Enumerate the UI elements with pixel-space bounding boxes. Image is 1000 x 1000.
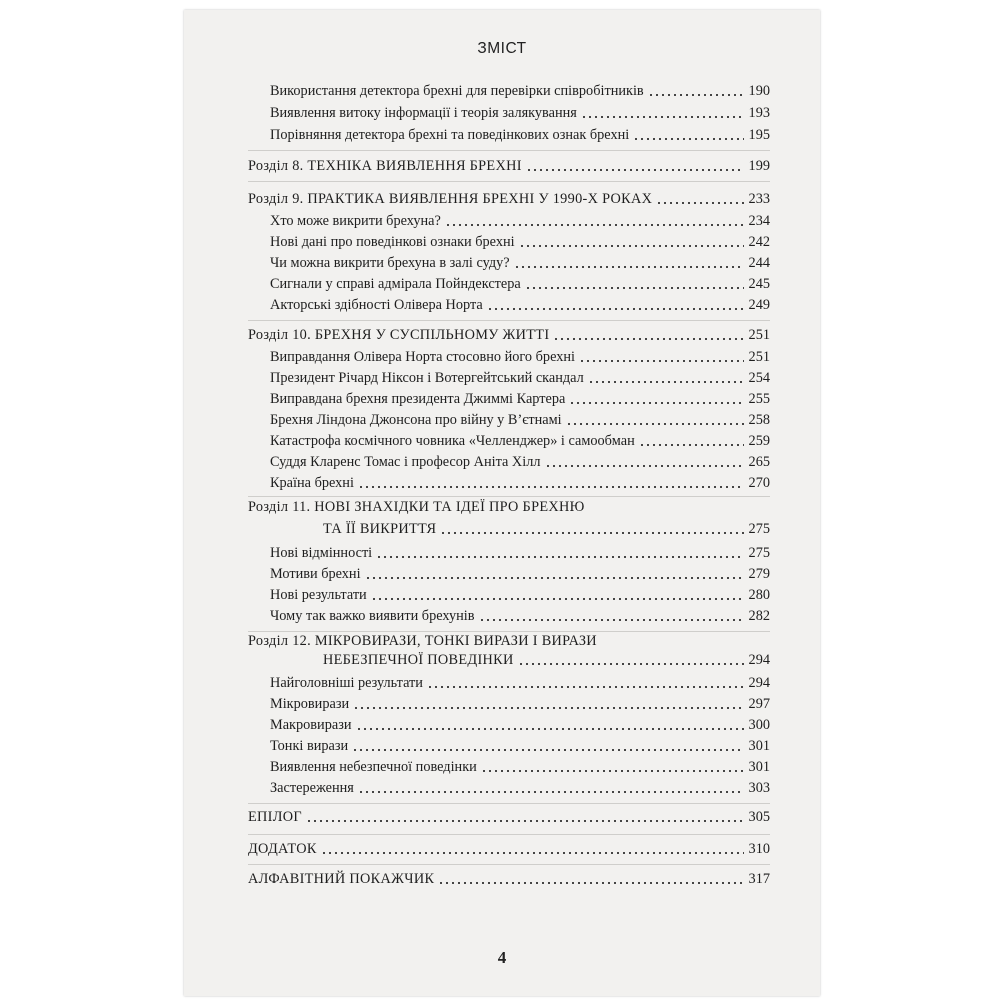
section-divider bbox=[248, 864, 770, 865]
toc-entry-page: 310 bbox=[748, 841, 770, 857]
dot-leader bbox=[545, 465, 745, 467]
dot-leader bbox=[438, 882, 744, 884]
toc-entry-title: АЛФАВІТНИЙ ПОКАЖЧИК bbox=[248, 871, 435, 887]
toc-chapter-entry bbox=[323, 518, 770, 538]
toc-entry bbox=[270, 693, 770, 713]
toc-entry bbox=[270, 124, 770, 144]
toc-entry-page: 244 bbox=[748, 255, 770, 271]
toc-entry-page: 297 bbox=[748, 696, 770, 712]
toc-entry-title: Тонкі вирази bbox=[270, 738, 349, 754]
toc-entry-title: Нові відмінності bbox=[270, 545, 373, 561]
toc-entry-page: 275 bbox=[748, 545, 770, 561]
toc-chapter-entry bbox=[248, 155, 770, 175]
toc-entry bbox=[270, 472, 770, 492]
dot-leader bbox=[353, 707, 744, 709]
toc-chapter-title-line: Розділ 11. НОВІ ЗНАХІДКИ ТА ІДЕЇ ПРО БРЕХНЮ bbox=[248, 499, 585, 515]
toc-entry-page: 294 bbox=[748, 675, 770, 691]
toc-entry-title: Найголовніші результати bbox=[270, 675, 423, 691]
toc-entry-title: Макровирази bbox=[270, 717, 352, 733]
toc-entry bbox=[270, 409, 770, 429]
section-divider bbox=[248, 834, 770, 835]
toc-entry-page: 254 bbox=[748, 370, 770, 386]
toc-entry bbox=[270, 430, 770, 450]
toc-entry bbox=[270, 605, 770, 625]
toc-entry-page: 193 bbox=[748, 105, 770, 121]
toc-chapter-entry bbox=[323, 649, 770, 669]
toc-entry-page: 190 bbox=[748, 83, 770, 99]
dot-leader bbox=[440, 532, 744, 534]
toc-entry-title: Порівняння детектора брехні та поведінкових ознак брехні bbox=[270, 127, 630, 143]
toc-entry-page: 270 bbox=[748, 475, 770, 491]
toc-chapter-entry bbox=[248, 838, 770, 858]
toc-entry-title: Суддя Кларенс Томас і професор Аніта Хілл bbox=[270, 454, 541, 470]
toc-entry-title: Виявлення витоку інформації і теорія залякування bbox=[270, 105, 577, 121]
dot-leader bbox=[553, 338, 744, 340]
dot-leader bbox=[481, 770, 744, 772]
toc-entry bbox=[270, 714, 770, 734]
toc-entry bbox=[270, 346, 770, 366]
toc-entry-title: Виправдана брехня президента Джиммі Картера bbox=[270, 391, 566, 407]
toc-entry-page: 195 bbox=[748, 127, 770, 143]
dot-leader bbox=[427, 686, 744, 688]
section-divider bbox=[248, 181, 770, 182]
dot-leader bbox=[526, 169, 744, 171]
toc-entry bbox=[270, 294, 770, 314]
toc-chapter-entry bbox=[248, 868, 770, 888]
toc-entry-title: НЕБЕЗПЕЧНОЇ ПОВЕДІНКИ bbox=[323, 652, 514, 668]
section-divider bbox=[248, 320, 770, 321]
toc-entry-title: Нові дані про поведінкові ознаки брехні bbox=[270, 234, 515, 250]
toc-entry bbox=[270, 210, 770, 230]
toc-entry-title: Брехня Ліндона Джонсона про війну у В’єтнамі bbox=[270, 412, 562, 428]
toc-entry bbox=[270, 367, 770, 387]
toc-entry-title: Застереження bbox=[270, 780, 354, 796]
toc-entry bbox=[270, 542, 770, 562]
dot-leader bbox=[376, 556, 744, 558]
toc-entry-page: 251 bbox=[748, 349, 770, 365]
dot-leader bbox=[633, 138, 744, 140]
toc-chapter-entry bbox=[248, 188, 770, 208]
toc-entry-title: ДОДАТОК bbox=[248, 841, 317, 857]
section-divider bbox=[248, 496, 770, 497]
toc-entry-title: Країна брехні bbox=[270, 475, 354, 491]
dot-leader bbox=[445, 224, 744, 226]
toc-entry-page: 305 bbox=[748, 809, 770, 825]
toc-entry bbox=[270, 252, 770, 272]
toc-entry-title: ТА ЇЇ ВИКРИТТЯ bbox=[323, 521, 437, 537]
toc-entry-page: 245 bbox=[748, 276, 770, 292]
toc-entry-page: 279 bbox=[748, 566, 770, 582]
toc-entry-title: Сигнали у справі адмірала Пойндекстера bbox=[270, 276, 521, 292]
toc-entry-title: Використання детектора брехні для перевірки співробітників bbox=[270, 83, 644, 99]
toc-chapter-title-line: Розділ 12. МІКРОВИРАЗИ, ТОНКІ ВИРАЗИ І ВИРАЗИ bbox=[248, 633, 597, 649]
toc-entry-page: 249 bbox=[748, 297, 770, 313]
toc-entry-title: Виправдання Олівера Норта стосовно його брехні bbox=[270, 349, 575, 365]
dot-leader bbox=[358, 791, 744, 793]
dot-leader bbox=[639, 444, 744, 446]
toc-entry-page: 259 bbox=[748, 433, 770, 449]
dot-leader bbox=[352, 749, 744, 751]
toc-entry-title: ЕПІЛОГ bbox=[248, 809, 302, 825]
dot-leader bbox=[579, 360, 744, 362]
toc-entry-page: 294 bbox=[748, 652, 770, 668]
toc-entry-title: Президент Річард Ніксон і Вотергейтський скандал bbox=[270, 370, 584, 386]
toc-entry-title: Катастрофа космічного човника «Челленджер» і самообман bbox=[270, 433, 635, 449]
dot-leader bbox=[656, 202, 744, 204]
toc-entry bbox=[270, 388, 770, 408]
toc-entry-page: 301 bbox=[748, 759, 770, 775]
toc-entry-title: Розділ 10. БРЕХНЯ У СУСПІЛЬНОМУ ЖИТТІ bbox=[248, 327, 550, 343]
toc-entry bbox=[270, 451, 770, 471]
dot-leader bbox=[365, 577, 744, 579]
toc-chapter-entry bbox=[248, 324, 770, 344]
dot-leader bbox=[569, 402, 744, 404]
dot-leader bbox=[514, 266, 744, 268]
page-number: 4 bbox=[497, 948, 507, 967]
toc-entry-page: 234 bbox=[748, 213, 770, 229]
section-divider bbox=[248, 150, 770, 151]
dot-leader bbox=[648, 94, 744, 96]
toc-entry-page: 258 bbox=[748, 412, 770, 428]
toc-entry bbox=[270, 563, 770, 583]
dot-leader bbox=[487, 308, 744, 310]
toc-entry-title: Чи можна викрити брехуна в залі суду? bbox=[270, 255, 510, 271]
toc-entry bbox=[270, 735, 770, 755]
dot-leader bbox=[581, 116, 744, 118]
toc-entry-title: Розділ 9. ПРАКТИКА ВИЯВЛЕННЯ БРЕХНІ У 1990-Х РОКАХ bbox=[248, 191, 653, 207]
toc-entry-page: 265 bbox=[748, 454, 770, 470]
dot-leader bbox=[306, 820, 744, 822]
toc-entry-page: 255 bbox=[748, 391, 770, 407]
toc-entry-page: 242 bbox=[748, 234, 770, 250]
toc-entry bbox=[270, 756, 770, 776]
page-title: ЗМІСТ bbox=[477, 40, 527, 57]
section-divider bbox=[248, 803, 770, 804]
toc-entry-title: Розділ 8. ТЕХНІКА ВИЯВЛЕННЯ БРЕХНІ bbox=[248, 158, 522, 174]
toc-entry-page: 300 bbox=[748, 717, 770, 733]
toc-entry-page: 233 bbox=[748, 191, 770, 207]
toc-entry-title: Мотиви брехні bbox=[270, 566, 361, 582]
toc-entry-page: 282 bbox=[748, 608, 770, 624]
toc-entry bbox=[270, 102, 770, 122]
toc-entry-page: 199 bbox=[748, 158, 770, 174]
toc-entry bbox=[270, 80, 770, 100]
toc-entry-page: 317 bbox=[748, 871, 770, 887]
toc-entry-title: Виявлення небезпечної поведінки bbox=[270, 759, 477, 775]
toc-entry bbox=[270, 231, 770, 251]
toc-entry-page: 303 bbox=[748, 780, 770, 796]
toc-entry-title: Мікровирази bbox=[270, 696, 350, 712]
toc-entry-title: Акторські здібності Олівера Норта bbox=[270, 297, 483, 313]
toc-entry bbox=[270, 777, 770, 797]
toc-entry-page: 275 bbox=[748, 521, 770, 537]
toc-entry-title: Хто може викрити брехуна? bbox=[270, 213, 441, 229]
dot-leader bbox=[356, 728, 745, 730]
dot-leader bbox=[321, 852, 744, 854]
toc-entry-title: Нові результати bbox=[270, 587, 367, 603]
toc-entry-title: Чому так важко виявити брехунів bbox=[270, 608, 475, 624]
dot-leader bbox=[525, 287, 744, 289]
dot-leader bbox=[588, 381, 744, 383]
toc-entry-page: 251 bbox=[748, 327, 770, 343]
toc-entry-page: 280 bbox=[748, 587, 770, 603]
toc-entry bbox=[270, 273, 770, 293]
dot-leader bbox=[479, 619, 744, 621]
dot-leader bbox=[518, 663, 744, 665]
dot-leader bbox=[566, 423, 744, 425]
toc-chapter-entry bbox=[248, 806, 770, 826]
toc-entry bbox=[270, 584, 770, 604]
dot-leader bbox=[371, 598, 744, 600]
toc-entry-page: 301 bbox=[748, 738, 770, 754]
dot-leader bbox=[358, 486, 744, 488]
dot-leader bbox=[519, 245, 744, 247]
toc-entry bbox=[270, 672, 770, 692]
